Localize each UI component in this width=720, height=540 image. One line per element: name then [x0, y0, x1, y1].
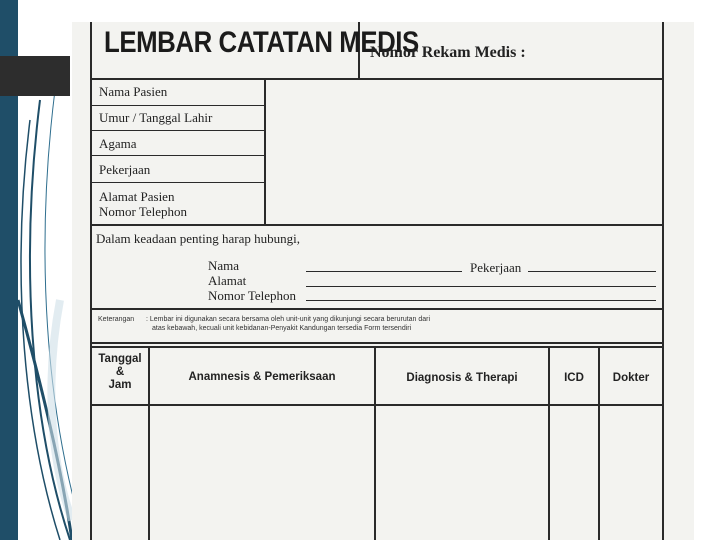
emergency-heading: Dalam keadaan penting harap hubungi, [96, 231, 300, 246]
row-divider [90, 105, 265, 106]
medical-record-form [72, 22, 694, 540]
field-age-birthdate: Umur / Tanggal Lahir [99, 110, 213, 125]
form-border-left [90, 22, 92, 540]
table-header-anamnesis: Anamnesis & Pemeriksaan [188, 371, 336, 383]
row-divider [90, 308, 663, 310]
row-divider [90, 155, 265, 156]
emergency-phone-label: Nomor Telephon [208, 288, 297, 303]
row-divider [90, 182, 265, 183]
table-header-bottom [90, 404, 663, 406]
field-religion: Agama [99, 136, 137, 151]
dark-accent-block [0, 56, 70, 96]
note-line-2: atas kebawah, kecuali unit kebidanan-Penyakit Kandungan tersedia Form tersendiri [152, 325, 412, 332]
emergency-name-line [306, 271, 462, 272]
record-number-label: Nomor Rekam Medis : [370, 44, 526, 61]
field-occupation: Pekerjaan [99, 162, 151, 177]
emergency-job-line [528, 271, 656, 272]
field-address: Alamat Pasien [99, 189, 175, 204]
header-time: Jam [108, 379, 132, 391]
header-ampersand: & [115, 366, 125, 378]
row-divider [90, 224, 663, 226]
label-column-divider [264, 78, 266, 224]
emergency-job-label: Pekerjaan [470, 260, 522, 275]
emergency-address-line [306, 286, 656, 287]
note-label: Keterangan [98, 316, 135, 323]
emergency-phone-line [306, 300, 656, 301]
note-line-1: : Lembar ini digunakan secara bersama oleh unit-unit yang dikunjungi secara berurutan dari [146, 316, 431, 323]
emergency-name-label: Nama [208, 258, 240, 273]
table-header-diagnosis: Diagnosis & Therapi [406, 372, 518, 384]
table-header-date-time [92, 353, 148, 392]
table-top-border [90, 346, 663, 348]
row-divider [90, 130, 265, 131]
field-patient-name: Nama Pasien [99, 84, 168, 99]
field-phone: Nomor Telephon [99, 204, 188, 219]
form-title: LEMBAR CATATAN MEDIS [104, 26, 419, 59]
emergency-address-label: Alamat [208, 273, 247, 288]
table-header-icd: ICD [564, 372, 584, 384]
header-date: Tanggal [98, 353, 142, 365]
form-border-right [662, 22, 664, 540]
row-divider [90, 78, 663, 80]
table-header-doctor: Dokter [612, 372, 650, 384]
row-divider [90, 342, 663, 344]
